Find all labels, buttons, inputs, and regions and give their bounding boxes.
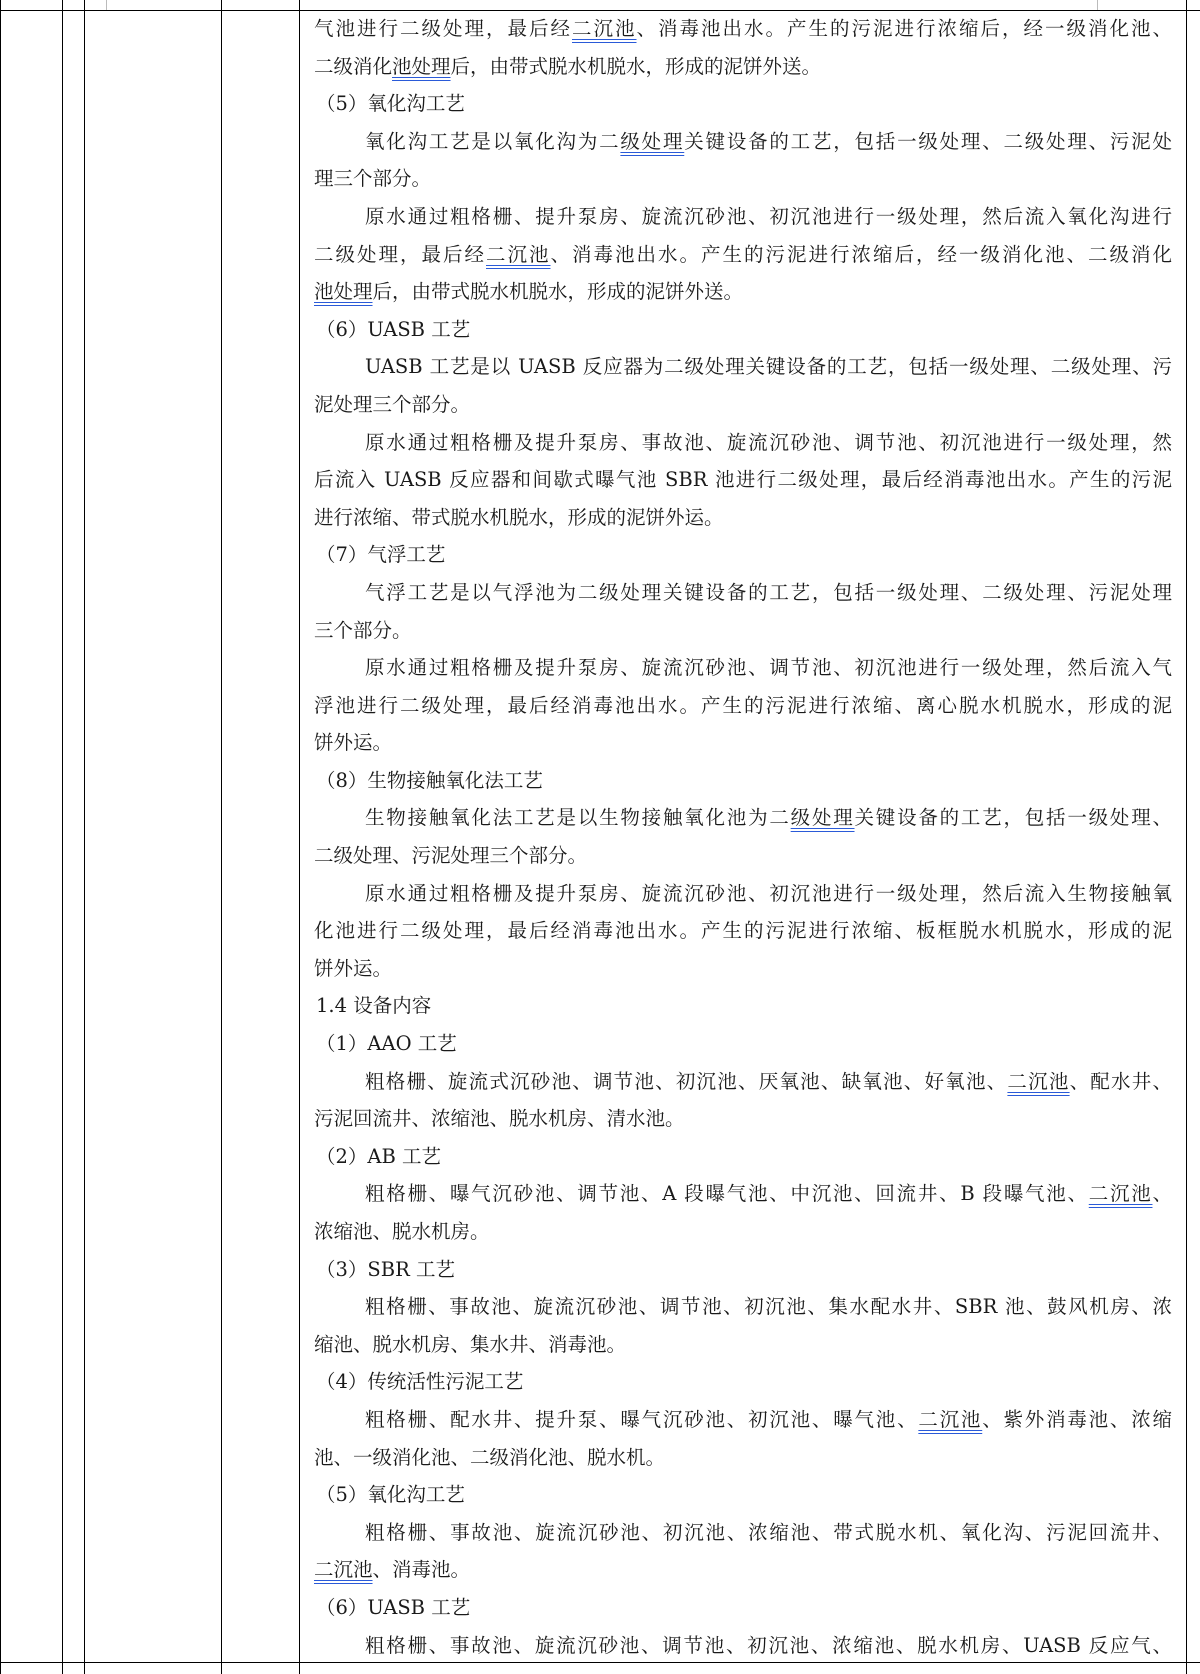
text-run: 进行浓缩、带式脱水机脱水，形成的泥饼外运。	[314, 505, 724, 529]
section-heading	[314, 85, 1172, 123]
paragraph-line	[314, 198, 1172, 236]
text-run: 、消毒池。	[372, 1558, 471, 1582]
underlined-term: 二沉池	[486, 242, 551, 266]
paragraph-line	[314, 1439, 1172, 1477]
paragraph-line	[314, 724, 1172, 762]
paragraph-line	[314, 236, 1172, 274]
underlined-term: 二沉池	[1088, 1182, 1153, 1206]
paragraph-line	[314, 687, 1172, 725]
table-cell-text	[314, 10, 1172, 1664]
text-run: （6）UASB 工艺	[316, 317, 471, 341]
section-heading	[314, 1138, 1172, 1176]
paragraph-line	[314, 799, 1172, 837]
underlined-term: 二沉池	[1007, 1069, 1070, 1093]
text-run: 化池进行二级处理，最后经消毒池出水。产生的污泥进行浓缩、板框脱水机脱水，形成的泥	[314, 919, 1172, 943]
text-run: 氧化沟工艺是以氧化沟为二	[365, 129, 621, 153]
paragraph-line	[314, 837, 1172, 875]
text-run: 理三个部分。	[314, 167, 432, 191]
section-heading	[314, 762, 1172, 800]
section-heading	[314, 987, 1172, 1025]
text-run: 饼外运。	[314, 731, 393, 755]
text-run: 生物接触氧化法工艺是以生物接触氧化池为二	[365, 806, 791, 830]
paragraph-line	[314, 1514, 1172, 1552]
text-run: （2）AB 工艺	[316, 1144, 442, 1168]
table-column-divider	[84, 0, 85, 1674]
text-run: 原水通过粗格栅、提升泵房、旋流沉砂池、初沉池进行一级处理，然后流入氧化沟进行	[365, 204, 1172, 228]
text-run: （3）SBR 工艺	[316, 1257, 455, 1281]
text-run: 粗格栅、旋流式沉砂池、调节池、初沉池、厌氧池、缺氧池、好氧池、	[365, 1069, 1008, 1093]
table-right-border	[1186, 0, 1187, 1674]
text-run: 后流入 UASB 反应器和间歇式曝气池 SBR 池进行二级处理，最后经消毒池出水。产生的污泥	[314, 468, 1172, 492]
paragraph-line	[314, 950, 1172, 988]
text-run: 原水通过粗格栅及提升泵房、事故池、旋流沉砂池、调节池、初沉池进行一级处理，然	[365, 430, 1172, 454]
text-run: 、紫外消毒池、浓缩	[982, 1407, 1172, 1431]
section-heading	[314, 1476, 1172, 1514]
paragraph-line	[314, 1063, 1172, 1101]
paragraph-line	[314, 1401, 1172, 1439]
paragraph-line	[314, 1288, 1172, 1326]
text-run: 、消毒池出水。产生的污泥进行浓缩后，经一级消化池、二级消化	[550, 242, 1172, 266]
paragraph-line	[314, 1100, 1172, 1138]
text-run: （5）氧化沟工艺	[316, 1483, 465, 1507]
table-column-divider	[221, 0, 222, 1674]
text-run: 缩池、脱水机房、集水井、消毒池。	[314, 1332, 627, 1356]
paragraph-line	[314, 612, 1172, 650]
text-run: 三个部分。	[314, 618, 412, 642]
underlined-term: 二沉池	[918, 1407, 983, 1431]
text-run: 二级消化	[314, 54, 393, 78]
section-heading	[314, 1251, 1172, 1289]
text-run: 粗格栅、事故池、旋流沉砂池、初沉池、浓缩池、带式脱水机、氧化沟、污泥回流井、	[365, 1520, 1172, 1544]
section-heading	[314, 311, 1172, 349]
text-run: 气浮工艺是以气浮池为二级处理关键设备的工艺，包括一级处理、二级处理、污泥处理	[365, 580, 1172, 604]
paragraph-line	[314, 386, 1172, 424]
text-run: （8）生物接触氧化法工艺	[316, 768, 543, 792]
text-run: 、	[1152, 1182, 1172, 1206]
text-run: 后，由带式脱水机脱水，形成的泥饼外送。	[450, 54, 822, 78]
section-heading	[314, 1363, 1172, 1401]
underlined-term: 池处理	[392, 54, 451, 78]
text-run: 关键设备的工艺，包括一级处理、	[854, 806, 1172, 830]
header-tick	[1097, 0, 1098, 10]
text-run: 粗格栅、事故池、旋流沉砂池、调节池、初沉池、集水配水井、SBR 池、鼓风机房、浓	[365, 1295, 1172, 1319]
paragraph-line	[314, 499, 1172, 537]
table-left-border	[0, 0, 1, 1674]
header-tick	[106, 0, 107, 10]
text-run: 饼外运。	[314, 956, 393, 980]
section-heading	[314, 536, 1172, 574]
text-run: 关键设备的工艺，包括一级处理、二级处理、污泥处	[684, 129, 1172, 153]
paragraph-line	[314, 10, 1172, 48]
text-run: 污泥回流井、浓缩池、脱水机房、清水池。	[314, 1107, 685, 1131]
paragraph-line	[314, 1627, 1172, 1665]
text-run: 浓缩池、脱水机房。	[314, 1220, 490, 1243]
paragraph-line	[314, 123, 1172, 161]
underlined-term: 二沉池	[314, 1558, 373, 1582]
underlined-term: 级处理	[790, 806, 855, 830]
text-run: 1.4 设备内容	[316, 994, 432, 1018]
text-run: 粗格栅、事故池、旋流沉砂池、调节池、初沉池、浓缩池、脱水机房、UASB 反应气、	[365, 1633, 1172, 1657]
paragraph-line	[314, 424, 1172, 462]
text-run: UASB 工艺是以 UASB 反应器为二级处理关键设备的工艺，包括一级处理、二级处理、污	[365, 355, 1172, 379]
text-run: 二级处理、污泥处理三个部分。	[314, 844, 588, 868]
text-run: 原水通过粗格栅及提升泵房、旋流沉砂池、初沉池进行一级处理，然后流入生物接触氧	[365, 881, 1172, 905]
paragraph-line	[314, 461, 1172, 499]
section-heading	[314, 1589, 1172, 1627]
paragraph-line	[314, 273, 1172, 311]
text-run: 粗格栅、配水井、提升泵、曝气沉砂池、初沉池、曝气池、	[365, 1407, 919, 1431]
underlined-term: 级处理	[620, 129, 685, 153]
underlined-term: 池处理	[314, 280, 373, 304]
table-column-divider	[299, 0, 300, 1674]
text-run: 原水通过粗格栅及提升泵房、旋流沉砂池、调节池、初沉池进行一级处理，然后流入气	[365, 656, 1172, 680]
text-run: 、消毒池出水。产生的污泥进行浓缩后，经一级消化池、	[636, 17, 1172, 40]
section-heading	[314, 1025, 1172, 1063]
paragraph-line	[314, 1326, 1172, 1364]
paragraph-line	[314, 48, 1172, 86]
text-run: 、配水井、	[1069, 1069, 1172, 1093]
paragraph-line	[314, 1551, 1172, 1589]
paragraph-line	[314, 912, 1172, 950]
text-run: 泥处理三个部分。	[314, 392, 471, 416]
paragraph-line	[314, 649, 1172, 687]
text-run: 浮池进行二级处理，最后经消毒池出水。产生的污泥进行浓缩、离心脱水机脱水，形成的泥	[314, 693, 1172, 717]
text-run: 池、一级消化池、二级消化池、脱水机。	[314, 1445, 666, 1469]
table-column-divider	[62, 0, 63, 1674]
text-run: 后，由带式脱水机脱水，形成的泥饼外送。	[372, 280, 744, 304]
paragraph-line	[314, 1175, 1172, 1213]
paragraph-line	[314, 348, 1172, 386]
paragraph-line	[314, 1213, 1172, 1251]
text-run: （7）气浮工艺	[316, 543, 446, 567]
text-run: （6）UASB 工艺	[316, 1595, 471, 1619]
text-run: 气池进行二级处理，最后经	[314, 17, 572, 40]
text-run: （1）AAO 工艺	[316, 1032, 457, 1056]
text-run: （5）氧化沟工艺	[316, 92, 465, 116]
paragraph-line	[314, 875, 1172, 913]
text-run: 粗格栅、曝气沉砂池、调节池、A 段曝气池、中沉池、回流井、B 段曝气池、	[365, 1182, 1089, 1206]
text-run: 二级处理，最后经	[314, 242, 486, 266]
paragraph-line	[314, 574, 1172, 612]
paragraph-line	[314, 160, 1172, 198]
underlined-term: 二沉池	[572, 17, 637, 40]
text-run: （4）传统活性污泥工艺	[316, 1370, 524, 1394]
